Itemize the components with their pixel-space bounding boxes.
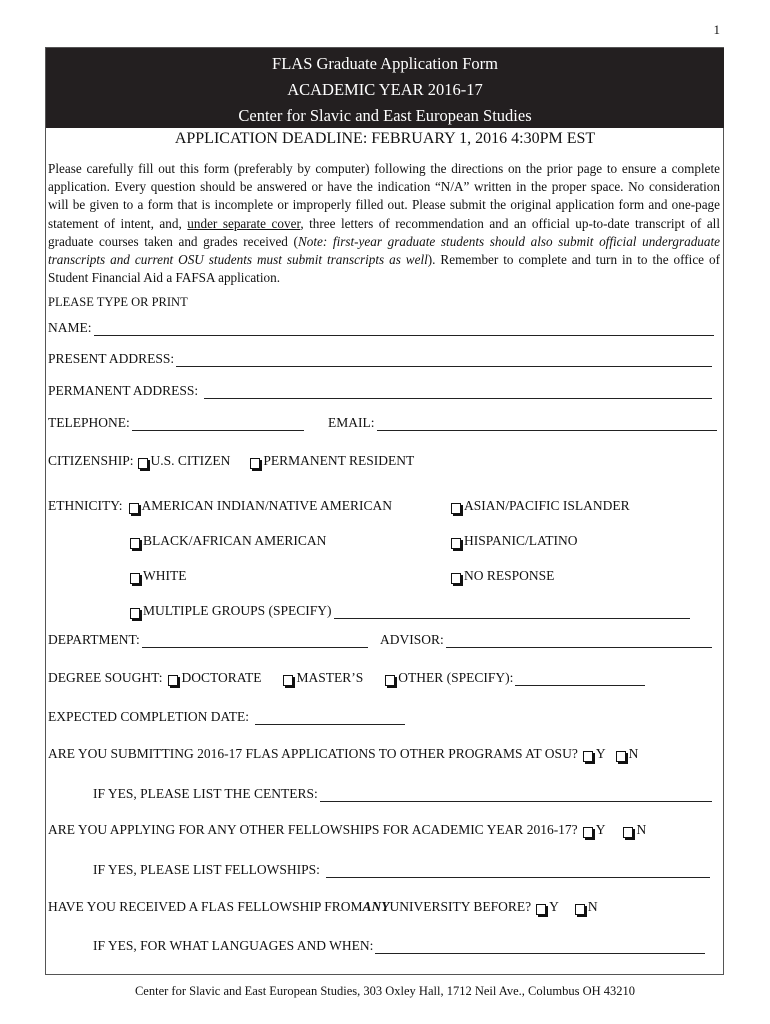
email-field[interactable] xyxy=(377,429,717,431)
other-programs-label: ARE YOU SUBMITTING 2016-17 FLAS APPLICATIONS TO OTHER PROGRAMS AT OSU? xyxy=(48,746,578,761)
citizenship-row xyxy=(48,453,414,469)
other-programs-no-checkbox[interactable] xyxy=(616,751,626,762)
fellowships-field[interactable] xyxy=(326,876,710,878)
ethnicity-label: ETHNICITY: xyxy=(48,498,123,513)
no-label: N xyxy=(636,822,647,837)
permanent-resident-checkbox[interactable] xyxy=(250,458,260,469)
please-type-label: PLEASE TYPE OR PRINT xyxy=(48,295,188,309)
permanent-address-row xyxy=(48,383,712,399)
black-option xyxy=(130,533,326,549)
yes-label: Y xyxy=(549,899,559,914)
languages-field[interactable] xyxy=(375,952,705,954)
yes-label: Y xyxy=(595,746,606,761)
multiple-groups-checkbox[interactable] xyxy=(130,608,140,619)
multiple-groups-label: MULTIPLE GROUPS (SPECIFY) xyxy=(143,603,332,618)
name-row xyxy=(48,320,714,336)
instructions-paragraph xyxy=(48,160,720,287)
asian-checkbox[interactable] xyxy=(451,503,461,514)
languages-row xyxy=(93,938,705,954)
doctorate-label: DOCTORATE xyxy=(181,670,262,685)
advisor-label: ADVISOR: xyxy=(380,632,444,647)
instructions-text-1: Please carefully fill out this form (preferably by computer) following the directions on the prior page to ensure a complete application. Every question should be answered or have the indication “N/A” written in the proper space. No consideration will be given to a form that is incomplete or improperly filled out. Please submit the original application form and one-page statement of intent, and, xyxy=(48,161,720,231)
white-label: WHITE xyxy=(143,568,187,583)
degree-row xyxy=(48,670,645,686)
prior-flas-no-checkbox[interactable] xyxy=(575,904,585,915)
hispanic-option xyxy=(451,533,578,549)
languages-label: IF YES, FOR WHAT LANGUAGES AND WHEN: xyxy=(93,938,374,953)
centers-label: IF YES, PLEASE LIST THE CENTERS: xyxy=(93,786,318,801)
other-degree-label: OTHER (SPECIFY): xyxy=(398,670,514,685)
other-degree-checkbox[interactable] xyxy=(385,675,395,686)
present-address-row xyxy=(48,351,712,367)
no-label: N xyxy=(587,899,598,914)
application-deadline: APPLICATION DEADLINE: FEBRUARY 1, 2016 4:30PM EST xyxy=(174,130,596,147)
instructions-text-3: ). Remember to complete and turn in to the office of Student Financial Aid a FAFSA application. xyxy=(48,252,720,286)
email-label: EMAIL: xyxy=(328,415,375,430)
american-indian-checkbox[interactable] xyxy=(129,503,139,514)
hispanic-label: HISPANIC/LATINO xyxy=(464,533,578,548)
fellowships-label: IF YES, PLEASE LIST FELLOWSHIPS: xyxy=(93,862,320,877)
other-fellowships-no-checkbox[interactable] xyxy=(623,827,633,838)
ethnicity-row xyxy=(48,498,392,514)
us-citizen-checkbox[interactable] xyxy=(138,458,148,469)
department-row xyxy=(48,632,368,648)
doctorate-checkbox[interactable] xyxy=(168,675,178,686)
permanent-address-field[interactable] xyxy=(204,397,712,399)
form-title: FLAS Graduate Application Form xyxy=(272,54,498,73)
masters-label: MASTER’S xyxy=(296,670,364,685)
advisor-row xyxy=(380,632,712,648)
asian-label: ASIAN/PACIFIC ISLANDER xyxy=(464,498,630,513)
instructions-text-2: , three letters of recommendation and an official up-to-date transcript of all graduate courses taken and grades received ( xyxy=(48,215,721,249)
completion-date-field[interactable] xyxy=(255,723,405,725)
hispanic-checkbox[interactable] xyxy=(451,538,461,549)
american-indian-label: AMERICAN INDIAN/NATIVE AMERICAN xyxy=(141,498,392,513)
present-address-field[interactable] xyxy=(176,365,712,367)
academic-year: ACADEMIC YEAR 2016-17 xyxy=(287,80,483,99)
other-fellowships-yes-checkbox[interactable] xyxy=(583,827,593,838)
prior-flas-label: HAVE YOU RECEIVED A FLAS FELLOWSHIP FROM xyxy=(48,899,363,914)
email-row xyxy=(328,415,717,431)
department-label: DEPARTMENT: xyxy=(48,632,140,647)
black-checkbox[interactable] xyxy=(130,538,140,549)
any-emphasis: ANY xyxy=(362,899,390,914)
other-programs-yes-checkbox[interactable] xyxy=(583,751,593,762)
permanent-resident-label: PERMANENT RESIDENT xyxy=(263,453,415,468)
white-option xyxy=(130,568,186,584)
prior-flas-label-end: UNIVERSITY BEFORE? xyxy=(389,899,532,914)
no-response-label: NO RESPONSE xyxy=(464,568,555,583)
yes-label: Y xyxy=(595,822,606,837)
present-address-label: PRESENT ADDRESS: xyxy=(48,351,175,366)
instructions-underlined: under separate cover xyxy=(187,215,301,231)
other-fellowships-question xyxy=(48,822,646,838)
black-label: BLACK/AFRICAN AMERICAN xyxy=(143,533,327,548)
asian-option xyxy=(451,498,630,514)
no-response-option xyxy=(451,568,554,584)
department-field[interactable] xyxy=(142,646,368,648)
no-response-checkbox[interactable] xyxy=(451,573,461,584)
multiple-groups-field[interactable] xyxy=(334,617,690,619)
multiple-groups-option xyxy=(130,603,690,619)
form-header xyxy=(46,48,724,128)
advisor-field[interactable] xyxy=(446,646,712,648)
prior-flas-question xyxy=(48,899,598,915)
instructions-note: Note: first-year graduate students should also submit official undergraduate transcripts and current OSU students must submit transcripts as well xyxy=(48,233,720,268)
masters-checkbox[interactable] xyxy=(283,675,293,686)
page-number: 1 xyxy=(713,22,720,37)
telephone-label: TELEPHONE: xyxy=(48,415,130,430)
fellowships-row xyxy=(93,862,710,878)
other-fellowships-label: ARE YOU APPLYING FOR ANY OTHER FELLOWSHIPS FOR ACADEMIC YEAR 2016-17? xyxy=(48,822,578,837)
prior-flas-yes-checkbox[interactable] xyxy=(536,904,546,915)
telephone-row xyxy=(48,415,304,431)
completion-date-label: EXPECTED COMPLETION DATE: xyxy=(48,709,249,724)
white-checkbox[interactable] xyxy=(130,573,140,584)
us-citizen-label: U.S. CITIZEN xyxy=(150,453,231,468)
centers-field[interactable] xyxy=(320,800,712,802)
centers-row xyxy=(93,786,712,802)
footer-address: Center for Slavic and East European Studies, 303 Oxley Hall, 1712 Neil Ave., Columbus OH 43210 xyxy=(134,984,636,998)
name-field[interactable] xyxy=(94,334,714,336)
center-name: Center for Slavic and East European Studies xyxy=(238,106,532,125)
citizenship-label: CITIZENSHIP: xyxy=(48,453,134,468)
completion-date-row xyxy=(48,709,405,725)
name-label: NAME: xyxy=(48,320,92,335)
degree-label: DEGREE SOUGHT: xyxy=(48,670,163,685)
other-programs-question xyxy=(48,746,638,762)
telephone-field[interactable] xyxy=(132,429,304,431)
no-label: N xyxy=(628,746,639,761)
other-degree-field[interactable] xyxy=(515,684,645,686)
permanent-address-label: PERMANENT ADDRESS: xyxy=(48,383,199,398)
